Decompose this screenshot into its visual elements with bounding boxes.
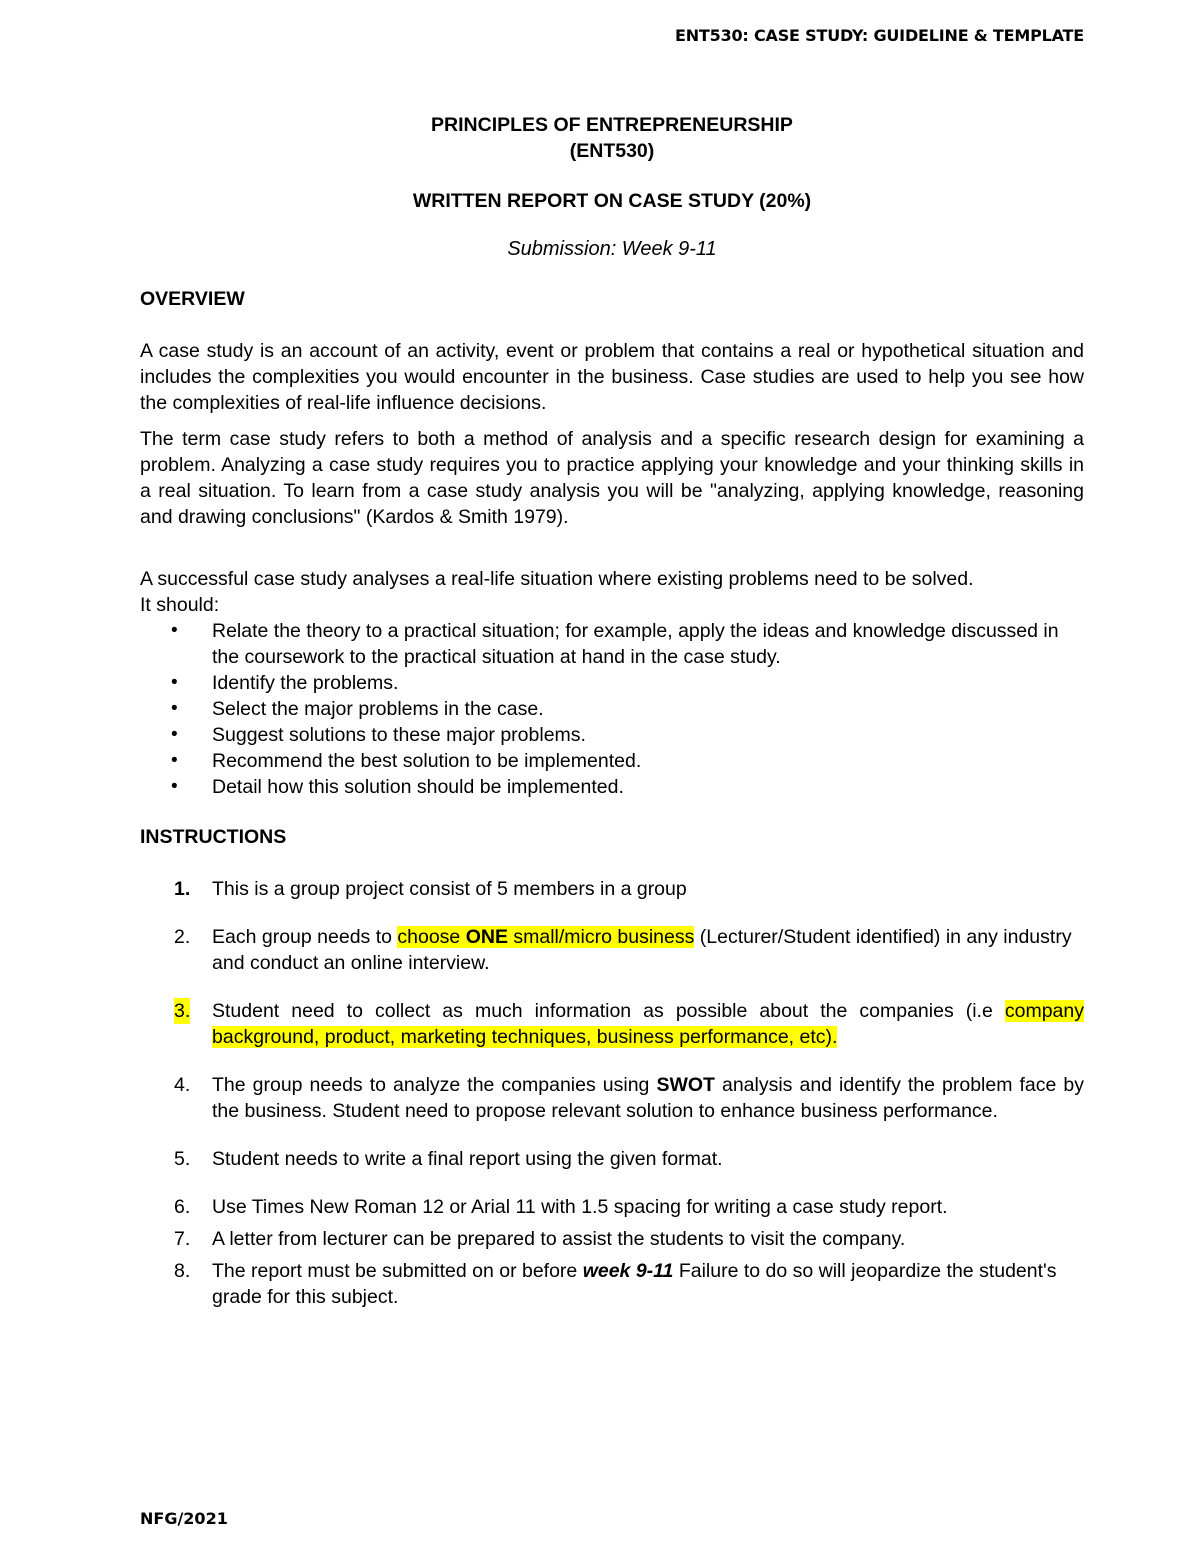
instruction-text — [212, 926, 1072, 974]
page-footer: NFG/2021 — [140, 1509, 228, 1528]
instruction-number: 3. — [174, 1000, 191, 1022]
instruction-item-2 — [140, 924, 1084, 976]
text-segment: Failure to do so will jeopardize the student's grade for this subject. — [212, 1260, 1057, 1308]
overview-paragraph-4: It should: — [140, 594, 220, 616]
bold-text: ONE — [465, 926, 508, 948]
text-segment: The group needs to analyze the companies using — [212, 1074, 657, 1096]
list-item-text: Select the major problems in the case. — [212, 698, 544, 720]
instruction-number: 8. — [174, 1260, 191, 1282]
page-header: ENT530: CASE STUDY: GUIDELINE & TEMPLATE — [675, 26, 1084, 45]
submission-line: Submission: Week 9-11 — [507, 238, 717, 260]
list-item — [140, 696, 1084, 722]
highlighted-text — [397, 926, 694, 948]
instruction-text: Use Times New Roman 12 or Arial 11 with 1.5 spacing for writing a case study report. — [212, 1196, 948, 1218]
bullet-icon: • — [171, 724, 178, 745]
list-item — [140, 774, 1084, 800]
bullet-icon: • — [171, 776, 178, 797]
instruction-text — [212, 1000, 1084, 1048]
instruction-item-5 — [140, 1146, 1084, 1172]
instruction-item-4 — [140, 1072, 1084, 1124]
instruction-number: 4. — [174, 1074, 191, 1096]
bullet-icon: • — [171, 750, 178, 771]
text-segment: small/micro business — [507, 926, 695, 948]
bullet-icon: • — [171, 672, 178, 693]
instruction-text: Student needs to write a final report using the given format. — [212, 1148, 723, 1170]
overview-paragraph-2: The term case study refers to both a method of analysis and a specific research design for examining a problem. Analyzing a case study requires you to practice applying your knowledge and your thinking skills in a real situation. To learn from a case study analysis you will be "analyzing, applying knowledge, reasoning and drawing conclusions" (Kardos & Smith 1979). — [140, 428, 1084, 528]
instruction-text: This is a group project consist of 5 members in a group — [212, 878, 687, 900]
criteria-list — [140, 618, 1084, 800]
instruction-item-7 — [140, 1226, 1084, 1252]
list-item — [140, 670, 1084, 696]
instruction-item-1 — [140, 876, 1084, 902]
instruction-text — [212, 1260, 1057, 1308]
list-item — [140, 748, 1084, 774]
course-code: (ENT530) — [569, 140, 655, 162]
instruction-number: 1. — [174, 878, 191, 900]
report-title: WRITTEN REPORT ON CASE STUDY (20%) — [412, 190, 812, 212]
highlighted-text: company background, product, marketing techniques, business performance, etc). — [212, 1000, 1084, 1048]
list-item — [140, 722, 1084, 748]
instruction-text: A letter from lecturer can be prepared to assist the students to visit the company. — [212, 1228, 906, 1250]
list-item-text: Detail how this solution should be implemented. — [212, 776, 624, 798]
list-item-text: Suggest solutions to these major problems. — [212, 724, 586, 746]
overview-heading: OVERVIEW — [140, 288, 245, 310]
list-item-text: Relate the theory to a practical situation; for example, apply the ideas and knowledge discussed in the coursework to the practical situation at hand in the case study. — [212, 620, 1059, 668]
bullet-icon: • — [171, 620, 178, 641]
text-segment: analysis and identify the problem face by the business. Student need to propose relevant solution to enhance business performance. — [212, 1074, 1085, 1122]
document-body — [140, 112, 1084, 1310]
instruction-text — [212, 1074, 1084, 1122]
bold-text: SWOT — [656, 1074, 715, 1096]
bold-italic-text: week 9-11 — [582, 1260, 674, 1282]
text-segment: (Lecturer/Student identified) in any industry and conduct an online interview. — [212, 926, 1072, 974]
list-item-text: Recommend the best solution to be implemented. — [212, 750, 642, 772]
text-segment: The report must be submitted on or before — [212, 1260, 583, 1282]
instructions-list — [140, 876, 1084, 1310]
overview-paragraph-3: A successful case study analyses a real-life situation where existing problems need to be solved. — [140, 568, 974, 590]
instruction-number: 6. — [174, 1196, 191, 1218]
bullet-icon: • — [171, 698, 178, 719]
instructions-heading: INSTRUCTIONS — [140, 826, 287, 848]
text-segment: Each group needs to — [212, 926, 398, 948]
overview-paragraph-1: A case study is an account of an activity, event or problem that contains a real or hypothetical situation and includes the complexities you would encounter in the business. Case studies are used to help you see how the complexities of real-life influence decisions. — [140, 340, 1084, 414]
instruction-number: 2. — [174, 926, 191, 948]
list-item — [140, 618, 1084, 670]
course-title: PRINCIPLES OF ENTREPRENEURSHIP — [431, 114, 793, 136]
list-item-text: Identify the problems. — [212, 672, 399, 694]
instruction-number: 7. — [174, 1228, 191, 1250]
instruction-item-8 — [140, 1258, 1084, 1310]
instruction-item-6 — [140, 1194, 1084, 1220]
text-segment: Student need to collect as much information as possible about the companies (i.e — [212, 1000, 1005, 1022]
instruction-item-3 — [140, 998, 1084, 1050]
instruction-number: 5. — [174, 1148, 191, 1170]
text-segment: choose — [397, 926, 466, 948]
